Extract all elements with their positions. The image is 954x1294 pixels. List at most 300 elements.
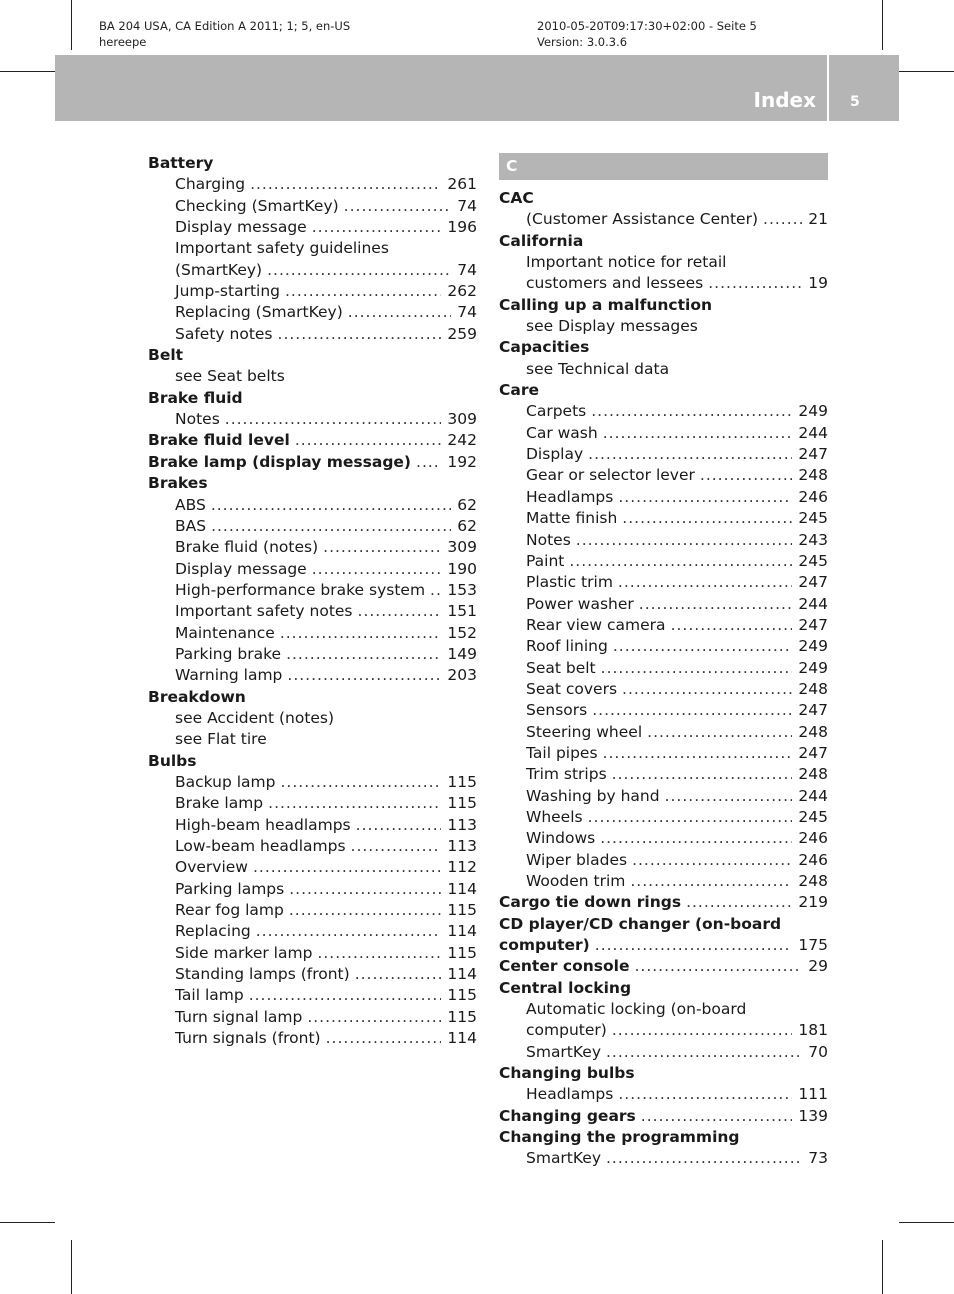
page-reference: 29 bbox=[808, 957, 828, 976]
index-term: Changing the programming bbox=[499, 1128, 740, 1147]
print-meta-right bbox=[537, 18, 757, 50]
page-reference: 113 bbox=[447, 815, 477, 834]
index-term: Center console bbox=[499, 957, 630, 976]
index-subentry bbox=[148, 495, 477, 516]
index-subentry bbox=[148, 857, 477, 878]
index-subentry bbox=[148, 174, 477, 195]
page-reference: 248 bbox=[798, 466, 828, 485]
index-heading bbox=[148, 153, 477, 174]
index-heading bbox=[148, 751, 477, 772]
crop-mark bbox=[899, 71, 954, 72]
index-heading bbox=[499, 1106, 828, 1127]
page-reference: 242 bbox=[447, 431, 477, 450]
dot-leader bbox=[211, 516, 451, 537]
index-term: Parking brake bbox=[175, 644, 282, 663]
dot-leader bbox=[312, 559, 442, 580]
index-term: Brake lamp (display message) bbox=[148, 452, 412, 471]
page-reference: 244 bbox=[798, 594, 828, 613]
index-subentry bbox=[148, 879, 477, 900]
dot-leader bbox=[569, 551, 792, 572]
page-reference: 249 bbox=[798, 402, 828, 421]
page-reference: 62 bbox=[457, 516, 477, 535]
dot-leader bbox=[249, 985, 442, 1006]
index-term: Battery bbox=[148, 154, 214, 172]
index-subentry bbox=[148, 366, 477, 387]
index-subentry bbox=[148, 601, 477, 622]
index-subentry bbox=[499, 636, 828, 657]
index-term: Jump-starting bbox=[175, 282, 280, 301]
index-term: Power washer bbox=[526, 594, 634, 613]
index-term: see Display messages bbox=[526, 317, 698, 336]
page-reference: 261 bbox=[447, 175, 477, 194]
index-subentry bbox=[148, 644, 477, 665]
index-subentry bbox=[148, 516, 477, 537]
page-reference: 196 bbox=[447, 218, 477, 237]
index-term: Standing lamps (front) bbox=[175, 965, 350, 984]
page-reference: 114 bbox=[447, 922, 477, 941]
crop-mark bbox=[882, 0, 883, 50]
index-term: Replacing (SmartKey) bbox=[175, 303, 343, 322]
index-heading bbox=[499, 231, 828, 252]
index-subentry bbox=[499, 722, 828, 743]
page-reference: 139 bbox=[798, 1106, 828, 1125]
page-reference: 114 bbox=[447, 1029, 477, 1048]
dot-leader bbox=[603, 423, 793, 444]
index-subentry bbox=[499, 764, 828, 785]
print-meta-edition: BA 204 USA, CA Edition A 2011; 1; 5, en-US bbox=[99, 19, 351, 33]
index-term: computer) bbox=[499, 936, 590, 955]
dot-leader bbox=[606, 1042, 802, 1063]
dot-leader bbox=[225, 409, 442, 430]
page-reference: 73 bbox=[808, 1149, 828, 1168]
index-term: Display message bbox=[175, 559, 307, 578]
index-subentry bbox=[148, 900, 477, 921]
page-reference: 62 bbox=[457, 495, 477, 514]
page-reference: 115 bbox=[447, 901, 477, 920]
dot-leader bbox=[323, 537, 441, 558]
dot-leader bbox=[618, 1084, 792, 1105]
index-heading bbox=[499, 188, 828, 209]
print-meta-left bbox=[99, 18, 350, 50]
index-term: Wheels bbox=[526, 807, 583, 826]
page-reference: 74 bbox=[457, 196, 477, 215]
dot-leader bbox=[355, 964, 442, 985]
page-reference: 190 bbox=[447, 559, 477, 578]
index-term: Steering wheel bbox=[526, 722, 643, 741]
index-term: Paint bbox=[526, 551, 565, 570]
page-reference: 114 bbox=[447, 965, 477, 984]
page-reference: 243 bbox=[798, 530, 828, 549]
index-term: Headlamps bbox=[526, 487, 614, 506]
index-heading bbox=[148, 452, 477, 473]
page-reference: 115 bbox=[447, 794, 477, 813]
page-reference: 247 bbox=[798, 743, 828, 762]
section-letter-bar: C bbox=[499, 153, 828, 180]
dot-leader bbox=[588, 444, 792, 465]
index-subentry bbox=[499, 828, 828, 849]
index-subentry bbox=[499, 572, 828, 593]
dot-leader bbox=[612, 1020, 793, 1041]
index-term: customers and lessees bbox=[526, 274, 704, 293]
index-subentry bbox=[499, 615, 828, 636]
index-subentry bbox=[148, 815, 477, 836]
index-term: Trim strips bbox=[526, 765, 607, 784]
index-term: Notes bbox=[526, 530, 571, 549]
index-term: Overview bbox=[175, 858, 248, 877]
index-subentry bbox=[499, 658, 828, 679]
index-subentry bbox=[148, 559, 477, 580]
index-subentry bbox=[499, 508, 828, 529]
crop-mark bbox=[71, 1240, 72, 1294]
dot-leader bbox=[603, 743, 793, 764]
page-reference: 181 bbox=[798, 1021, 828, 1040]
dot-leader bbox=[317, 943, 441, 964]
dot-leader bbox=[253, 857, 441, 878]
dot-leader bbox=[639, 594, 793, 615]
index-heading bbox=[499, 956, 828, 977]
index-term: Wiper blades bbox=[526, 850, 628, 869]
dot-leader bbox=[622, 679, 792, 700]
page-reference: 70 bbox=[808, 1042, 828, 1061]
dot-leader bbox=[211, 495, 451, 516]
dot-leader bbox=[281, 772, 442, 793]
page-reference: 149 bbox=[447, 644, 477, 663]
index-subentry bbox=[499, 401, 828, 422]
page-reference: 247 bbox=[798, 573, 828, 592]
page-reference: 151 bbox=[447, 602, 477, 621]
index-term: Plastic trim bbox=[526, 573, 613, 592]
index-heading bbox=[499, 978, 828, 999]
index-subentry bbox=[148, 665, 477, 686]
index-term: Parking lamps bbox=[175, 879, 285, 898]
index-heading bbox=[499, 914, 828, 935]
dot-leader bbox=[351, 836, 442, 857]
dot-leader bbox=[295, 430, 442, 451]
index-subentry bbox=[499, 594, 828, 615]
index-term: Side marker lamp bbox=[175, 943, 313, 962]
index-term: Central locking bbox=[499, 978, 632, 997]
index-term: see Technical data bbox=[526, 359, 670, 378]
index-heading bbox=[148, 473, 477, 494]
index-term: Display bbox=[526, 445, 584, 464]
page-reference: 115 bbox=[447, 943, 477, 962]
index-term: Important notice for retail bbox=[526, 253, 727, 272]
page-reference: 248 bbox=[798, 679, 828, 698]
dot-leader bbox=[307, 1007, 441, 1028]
page-reference: 244 bbox=[798, 423, 828, 442]
index-subentry bbox=[499, 1042, 828, 1063]
index-subentry bbox=[499, 700, 828, 721]
index-subentry bbox=[148, 217, 477, 238]
index-subentry bbox=[148, 772, 477, 793]
dot-leader bbox=[763, 209, 802, 230]
index-term: Notes bbox=[175, 410, 220, 429]
index-term: CD player/CD changer (on-board bbox=[499, 914, 782, 933]
page-title: Index bbox=[753, 88, 816, 112]
index-term: Maintenance bbox=[175, 623, 275, 642]
page-reference: 74 bbox=[457, 260, 477, 279]
index-term: Automatic locking (on-board bbox=[526, 1000, 747, 1019]
index-subentry bbox=[499, 1084, 828, 1105]
index-subentry bbox=[148, 921, 477, 942]
page-reference: 114 bbox=[447, 879, 477, 898]
index-term: Headlamps bbox=[526, 1085, 614, 1104]
crop-mark bbox=[882, 1240, 883, 1294]
index-term: (SmartKey) bbox=[175, 260, 263, 279]
page-reference: 112 bbox=[447, 858, 477, 877]
page-reference: 249 bbox=[798, 637, 828, 656]
index-subentry bbox=[499, 871, 828, 892]
index-term: Gear or selector lever bbox=[526, 466, 695, 485]
header-band-divider bbox=[827, 55, 829, 121]
dot-leader bbox=[278, 324, 442, 345]
index-term: Rear fog lamp bbox=[175, 901, 284, 920]
index-term: BAS bbox=[175, 516, 207, 535]
dot-leader bbox=[591, 401, 792, 422]
dot-leader bbox=[613, 636, 793, 657]
index-term: Tail pipes bbox=[526, 743, 598, 762]
index-term: Breakdown bbox=[148, 687, 246, 706]
index-subentry bbox=[148, 302, 477, 323]
page-reference: 309 bbox=[447, 410, 477, 429]
index-term: High-performance brake system bbox=[175, 580, 426, 599]
index-term: Washing by hand bbox=[526, 786, 660, 805]
index-subentry bbox=[148, 729, 477, 750]
page-reference: 219 bbox=[798, 893, 828, 912]
dot-leader bbox=[358, 601, 442, 622]
page-reference: 111 bbox=[798, 1085, 828, 1104]
index-column-right bbox=[499, 153, 828, 1170]
page-reference: 259 bbox=[447, 324, 477, 343]
index-term: Brakes bbox=[148, 474, 208, 493]
index-subentry bbox=[499, 209, 828, 230]
page-reference: 115 bbox=[447, 986, 477, 1005]
index-term: Turn signals (front) bbox=[175, 1029, 321, 1048]
index-term: Warning lamp bbox=[175, 666, 283, 685]
page-reference: 246 bbox=[798, 829, 828, 848]
page-reference: 153 bbox=[447, 580, 477, 599]
index-term: Carpets bbox=[526, 402, 587, 421]
dot-leader bbox=[286, 644, 441, 665]
page-number: 5 bbox=[850, 94, 860, 110]
index-term: ABS bbox=[175, 495, 206, 514]
crop-mark bbox=[0, 1222, 55, 1223]
page-reference: 248 bbox=[798, 765, 828, 784]
index-term: Brake fluid level bbox=[148, 431, 290, 450]
page-reference: 192 bbox=[447, 452, 477, 471]
index-subentry bbox=[148, 409, 477, 430]
dot-leader bbox=[250, 174, 441, 195]
dot-leader bbox=[287, 665, 441, 686]
index-subentry bbox=[499, 807, 828, 828]
index-subentry bbox=[148, 238, 477, 259]
dot-leader bbox=[595, 935, 793, 956]
index-heading bbox=[499, 295, 828, 316]
index-term: Capacities bbox=[499, 338, 590, 357]
index-subentry bbox=[148, 1007, 477, 1028]
index-term: Belt bbox=[148, 346, 184, 365]
index-subentry bbox=[499, 999, 828, 1020]
index-subentry bbox=[499, 316, 828, 337]
index-heading bbox=[148, 345, 477, 366]
dot-leader bbox=[356, 815, 442, 836]
index-term: Roof lining bbox=[526, 637, 608, 656]
index-term: Important safety notes bbox=[175, 602, 353, 621]
dot-leader bbox=[606, 1148, 802, 1169]
index-term: see Seat belts bbox=[175, 367, 285, 386]
page-reference: 203 bbox=[447, 666, 477, 685]
index-subentry bbox=[499, 273, 828, 294]
dot-leader bbox=[430, 580, 441, 601]
index-heading bbox=[499, 337, 828, 358]
page-reference: 262 bbox=[447, 282, 477, 301]
index-term: Important safety guidelines bbox=[175, 239, 389, 258]
index-subentry bbox=[499, 530, 828, 551]
index-heading bbox=[148, 388, 477, 409]
page-reference: 249 bbox=[798, 658, 828, 677]
dot-leader bbox=[618, 487, 792, 508]
dot-leader bbox=[592, 700, 792, 721]
page-reference: 115 bbox=[447, 1007, 477, 1026]
crop-mark bbox=[0, 71, 55, 72]
index-heading bbox=[499, 935, 828, 956]
page-reference: 113 bbox=[447, 837, 477, 855]
page-reference: 74 bbox=[457, 303, 477, 322]
index-subentry bbox=[148, 1028, 477, 1049]
index-subentry bbox=[148, 623, 477, 644]
index-subentry bbox=[148, 196, 477, 217]
dot-leader bbox=[280, 623, 442, 644]
index-subentry bbox=[499, 487, 828, 508]
index-term: Seat covers bbox=[526, 679, 618, 698]
dot-leader bbox=[700, 465, 793, 486]
index-term: SmartKey bbox=[526, 1149, 601, 1168]
crop-mark bbox=[71, 0, 72, 50]
index-column-left bbox=[148, 153, 477, 1049]
index-term: see Accident (notes) bbox=[175, 708, 335, 727]
index-heading bbox=[499, 1063, 828, 1084]
dot-leader bbox=[285, 281, 441, 302]
index-subentry bbox=[499, 423, 828, 444]
dot-leader bbox=[268, 793, 441, 814]
index-term: Matte finish bbox=[526, 509, 618, 528]
index-term: Windows bbox=[526, 829, 596, 848]
page-reference: 246 bbox=[798, 487, 828, 506]
index-subentry bbox=[148, 836, 477, 857]
index-term: Display message bbox=[175, 218, 307, 237]
index-subentry bbox=[499, 359, 828, 380]
index-term: High-beam headlamps bbox=[175, 815, 351, 834]
index-subentry bbox=[499, 551, 828, 572]
index-subentry bbox=[499, 743, 828, 764]
index-term: Brake fluid (notes) bbox=[175, 538, 319, 557]
dot-leader bbox=[618, 572, 792, 593]
index-subentry bbox=[148, 537, 477, 558]
page-reference: 248 bbox=[798, 722, 828, 741]
index-subentry bbox=[148, 793, 477, 814]
dot-leader bbox=[634, 956, 802, 977]
index-entries-right bbox=[499, 188, 828, 1170]
page-reference: 152 bbox=[447, 623, 477, 642]
index-term: Bulbs bbox=[148, 751, 197, 770]
index-term: California bbox=[499, 231, 584, 250]
page-reference: 247 bbox=[798, 445, 828, 464]
index-subentry bbox=[148, 985, 477, 1006]
dot-leader bbox=[612, 764, 793, 785]
dot-leader bbox=[630, 871, 792, 892]
index-subentry bbox=[499, 1148, 828, 1169]
dot-leader bbox=[601, 658, 793, 679]
index-term: Low-beam headlamps bbox=[175, 837, 346, 855]
page-reference: 246 bbox=[798, 850, 828, 869]
index-term: Brake fluid bbox=[148, 388, 243, 407]
dot-leader bbox=[647, 722, 792, 743]
dot-leader bbox=[641, 1106, 793, 1127]
index-term: see Flat tire bbox=[175, 730, 267, 749]
index-term: Safety notes bbox=[175, 324, 273, 343]
index-subentry bbox=[499, 679, 828, 700]
dot-leader bbox=[312, 217, 442, 238]
index-subentry bbox=[148, 260, 477, 281]
crop-mark bbox=[899, 1222, 954, 1223]
dot-leader bbox=[348, 302, 452, 323]
index-heading bbox=[148, 430, 477, 451]
dot-leader bbox=[600, 828, 792, 849]
dot-leader bbox=[289, 900, 442, 921]
dot-leader bbox=[256, 921, 442, 942]
index-subentry bbox=[148, 580, 477, 601]
index-heading bbox=[499, 380, 828, 401]
index-subentry bbox=[499, 465, 828, 486]
index-term: Cargo tie down rings bbox=[499, 893, 682, 912]
index-term: computer) bbox=[526, 1021, 607, 1040]
index-term: Replacing bbox=[175, 922, 251, 941]
index-subentry bbox=[148, 943, 477, 964]
page-reference: 248 bbox=[798, 872, 828, 890]
page-reference: 309 bbox=[447, 538, 477, 557]
page-reference: 247 bbox=[798, 615, 828, 634]
page-reference: 247 bbox=[798, 701, 828, 720]
page-reference: 245 bbox=[798, 509, 828, 528]
page-reference: 115 bbox=[447, 772, 477, 791]
page-reference: 21 bbox=[808, 210, 828, 229]
index-term: Changing bulbs bbox=[499, 1064, 635, 1083]
index-term: Tail lamp bbox=[175, 986, 244, 1005]
index-term: Brake lamp bbox=[175, 794, 264, 813]
index-heading bbox=[499, 892, 828, 913]
dot-leader bbox=[632, 850, 792, 871]
index-term: Wooden trim bbox=[526, 872, 626, 890]
index-subentry bbox=[148, 708, 477, 729]
index-term: (Customer Assistance Center) bbox=[526, 210, 759, 229]
print-meta-timestamp: 2010-05-20T09:17:30+02:00 - Seite 5 bbox=[537, 19, 757, 33]
dot-leader bbox=[326, 1028, 442, 1049]
dot-leader bbox=[289, 879, 441, 900]
print-meta-user: hereepe bbox=[99, 35, 147, 49]
index-subentry bbox=[148, 964, 477, 985]
dot-leader bbox=[576, 530, 793, 551]
dot-leader bbox=[671, 615, 793, 636]
index-subentry bbox=[499, 850, 828, 871]
dot-leader bbox=[622, 508, 792, 529]
index-term: Checking (SmartKey) bbox=[175, 196, 339, 215]
print-meta-version: Version: 3.0.3.6 bbox=[537, 35, 628, 49]
dot-leader bbox=[588, 807, 793, 828]
index-term: SmartKey bbox=[526, 1042, 601, 1061]
dot-leader bbox=[416, 452, 441, 473]
dot-leader bbox=[686, 892, 792, 913]
index-term: Rear view camera bbox=[526, 615, 666, 634]
